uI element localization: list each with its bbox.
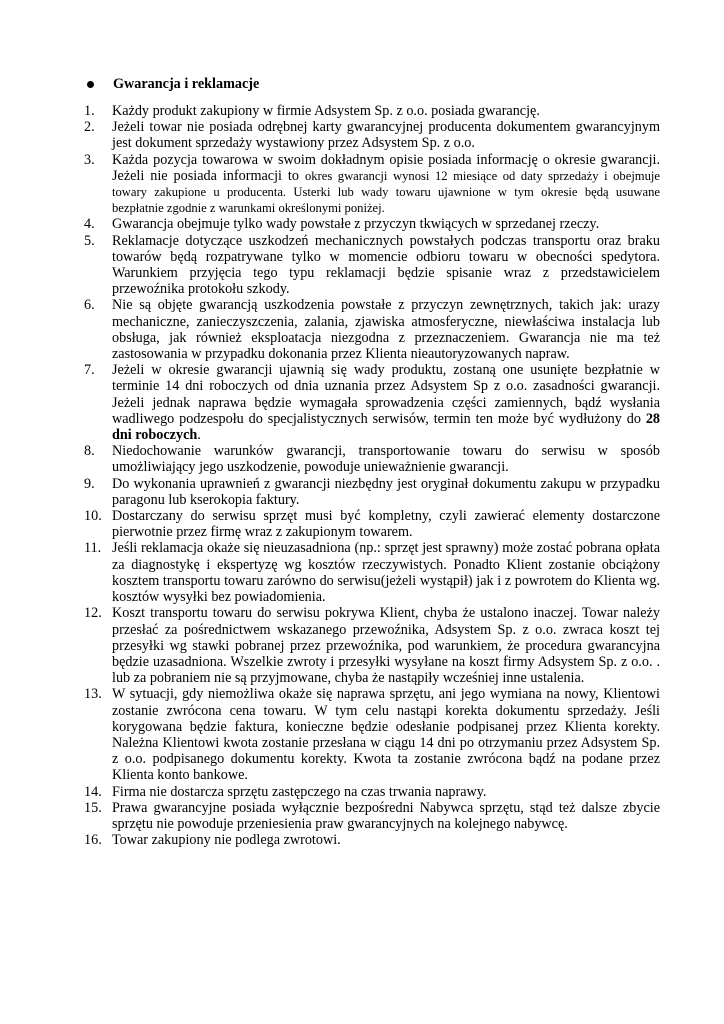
document-page [84, 76, 660, 848]
item-text: Do wykonania uprawnień z gwarancji niezbędny jest oryginał dokumentu zakupu w przypadku paragonu lub kserokopia faktury. [112, 475, 660, 508]
item-number: 9. [84, 475, 95, 492]
list-item [84, 216, 660, 232]
item-text: Każdy produkt zakupiony w firmie Adsystem Sp. z o.o. posiada gwarancję. [112, 103, 540, 119]
warranty-terms-list [84, 103, 660, 848]
item-text: Prawa gwarancyjne posiada wyłącznie bezpośredni Nabywca sprzętu, stąd też dalsze zbycie sprzętu nie powoduje przeniesienia praw gwarancyjnych na kolejnego nabywcę. [112, 799, 660, 832]
item-text-small-part: okres gwarancji wynosi 12 miesiące od daty sprzedaży i obejmuje towary zakupione u producenta. Usterki lub wady towaru ujawnione w tym okresie będą usuwane bezpłatnie zgodnie z warunkami określonymi poniżej. [112, 168, 660, 216]
item-number: 13. [84, 686, 102, 703]
item-text: Nie są objęte gwarancją uszkodzenia powstałe z przyczyn zewnętrznych, takich jak: urazy mechaniczne, zanieczyszczenia, zalania, zjawiska atmosferyczne, niewłaściwa instalacja lub obsługa, jak również eksploatacja niezgodna z przeznaczeniem. Gwarancja nie ma też zastosowania w przypadku dokonania przez Klienta nieautoryzowanych napraw. [112, 297, 660, 363]
list-item [84, 686, 660, 783]
bullet-icon [87, 81, 94, 88]
list-item [84, 119, 660, 151]
item-text: Jeśli reklamacja okaże się nieuzasadniona (np.: sprzęt jest sprawny) może zostać pobrana opłata za diagnostykę i ekspertyzę wg kosztów rzeczywistych. Ponadto Klient zostanie obciążony kosztem transportu towaru zarówno do serwisu(jeżeli wystąpił) jak i z powrotem do Klienta wg. kosztów wysyłki bez powiadomienia. [112, 540, 660, 606]
item-number: 3. [84, 151, 95, 168]
item-number: 11. [84, 540, 102, 557]
list-item [84, 103, 660, 119]
item-text: W sytuacji, gdy niemożliwa okaże się naprawa sprzętu, ani jego wymiana na nowy, Klientowi zostanie zwrócona cena towaru. W tym celu nastąpi korekta dokumentu sprzedaży. Jeśli korygowana będzie faktura, konieczne będzie odesłanie podpisanej przez Klienta korekty. Należna Klientowi kwota zostanie przesłana w ciągu 14 dni po otrzymaniu przez Adsystem Sp. z o.o. podpisanego dokumentu korekty. Kwota ta zostanie zwrócona bądź na podane przez Klienta konto bankowe. [112, 686, 660, 784]
item-text-bold-part: 28 dni roboczych [112, 410, 661, 444]
list-item [84, 784, 660, 800]
item-text: Towar zakupiony nie podlega zwrotowi. [112, 832, 341, 849]
list-item [84, 832, 660, 848]
item-number: 7. [84, 362, 95, 379]
item-number: 15. [84, 799, 102, 816]
list-item [84, 508, 660, 540]
list-item [84, 540, 660, 605]
item-number: 16. [84, 832, 102, 849]
list-item [84, 476, 660, 508]
item-number: 12. [84, 605, 102, 622]
item-number: 5. [84, 232, 95, 249]
item-number: 2. [84, 119, 95, 136]
item-text: Niedochowanie warunków gwarancji, transportowanie towaru do serwisu w sposób umożliwiający jego uszkodzenie, powoduje unieważnienie gwarancji. [112, 443, 660, 476]
list-item [84, 233, 660, 298]
item-text: Koszt transportu towaru do serwisu pokrywa Klient, chyba że ustalono inaczej. Towar należy przesłać za pośrednictwem wskazanego przewoźnika, Adsystem Sp. z o.o. zwraca koszt tej przesyłki wg stawki pobranej przez przewoźnika, pod warunkiem, że procedura gwarancyjna będzie uzasadniona. Wszelkie zwroty i przesyłki wysyłane na koszt firmy Adsystem Sp. z o.o. . lub za pobraniem nie są przyjmowane, chyba że nastąpiły wcześniej inne ustalenia. [112, 605, 660, 687]
item-text-part: Jeżeli w okresie gwarancji ujawnią się wady produktu, zostaną one usunięte bezpłatnie w terminie 14 dni roboczych od dnia uznania przez Adsystem Sp z o.o. zasadności gwarancji. Jeżeli jednak naprawa będzie wymagała sprowadzenia części zamiennych, bądź wysłania wadliwego podzespołu do specjalistycznych serwisów, termin ten może być wydłużony do [112, 362, 660, 427]
item-number: 14. [84, 783, 102, 800]
item-text [112, 362, 660, 443]
item-text-tail: . [197, 427, 201, 444]
section-heading [84, 76, 660, 93]
list-item [84, 152, 660, 217]
list-item [84, 297, 660, 362]
list-item [84, 362, 660, 443]
item-text: Jeżeli towar nie posiada odrębnej karty gwarancyjnej producenta dokumentem gwarancyjnym jest dokument sprzedaży wystawiony przez Adsystem Sp. z o.o. [112, 119, 660, 152]
item-number: 10. [84, 508, 102, 525]
item-number: 8. [84, 443, 95, 460]
item-text: Reklamacje dotyczące uszkodzeń mechanicznych powstałych podczas transportu oraz braku towarów będą rozpatrywane tylko w momencie odbioru towaru w obecności spedytora. Warunkiem przyjęcia tego typu reklamacji będzie spisanie wraz z przedstawicielem przewoźnika protokołu szkody. [112, 232, 660, 298]
list-item [84, 800, 660, 832]
item-number: 6. [84, 297, 95, 314]
item-number: 4. [84, 216, 95, 233]
item-text: Firma nie dostarcza sprzętu zastępczego na czas trwania naprawy. [112, 783, 487, 800]
item-text [112, 152, 660, 217]
section-heading-text: Gwarancja i reklamacje [113, 76, 260, 92]
item-text-part: Każda pozycja towarowa w swoim dokładnym opisie posiada informację o okresie gwarancji. Jeżeli nie posiada informacji to [112, 151, 660, 184]
item-number: 1. [84, 103, 95, 119]
list-item [84, 443, 660, 475]
list-item [84, 605, 660, 686]
item-text: Dostarczany do serwisu sprzęt musi być kompletny, czyli zawierać elementy dostarczone pierwotnie przez firmę wraz z zakupionym towarem. [112, 508, 660, 541]
item-text: Gwarancja obejmuje tylko wady powstałe z przyczyn tkwiących w sprzedanej rzeczy. [112, 216, 600, 233]
